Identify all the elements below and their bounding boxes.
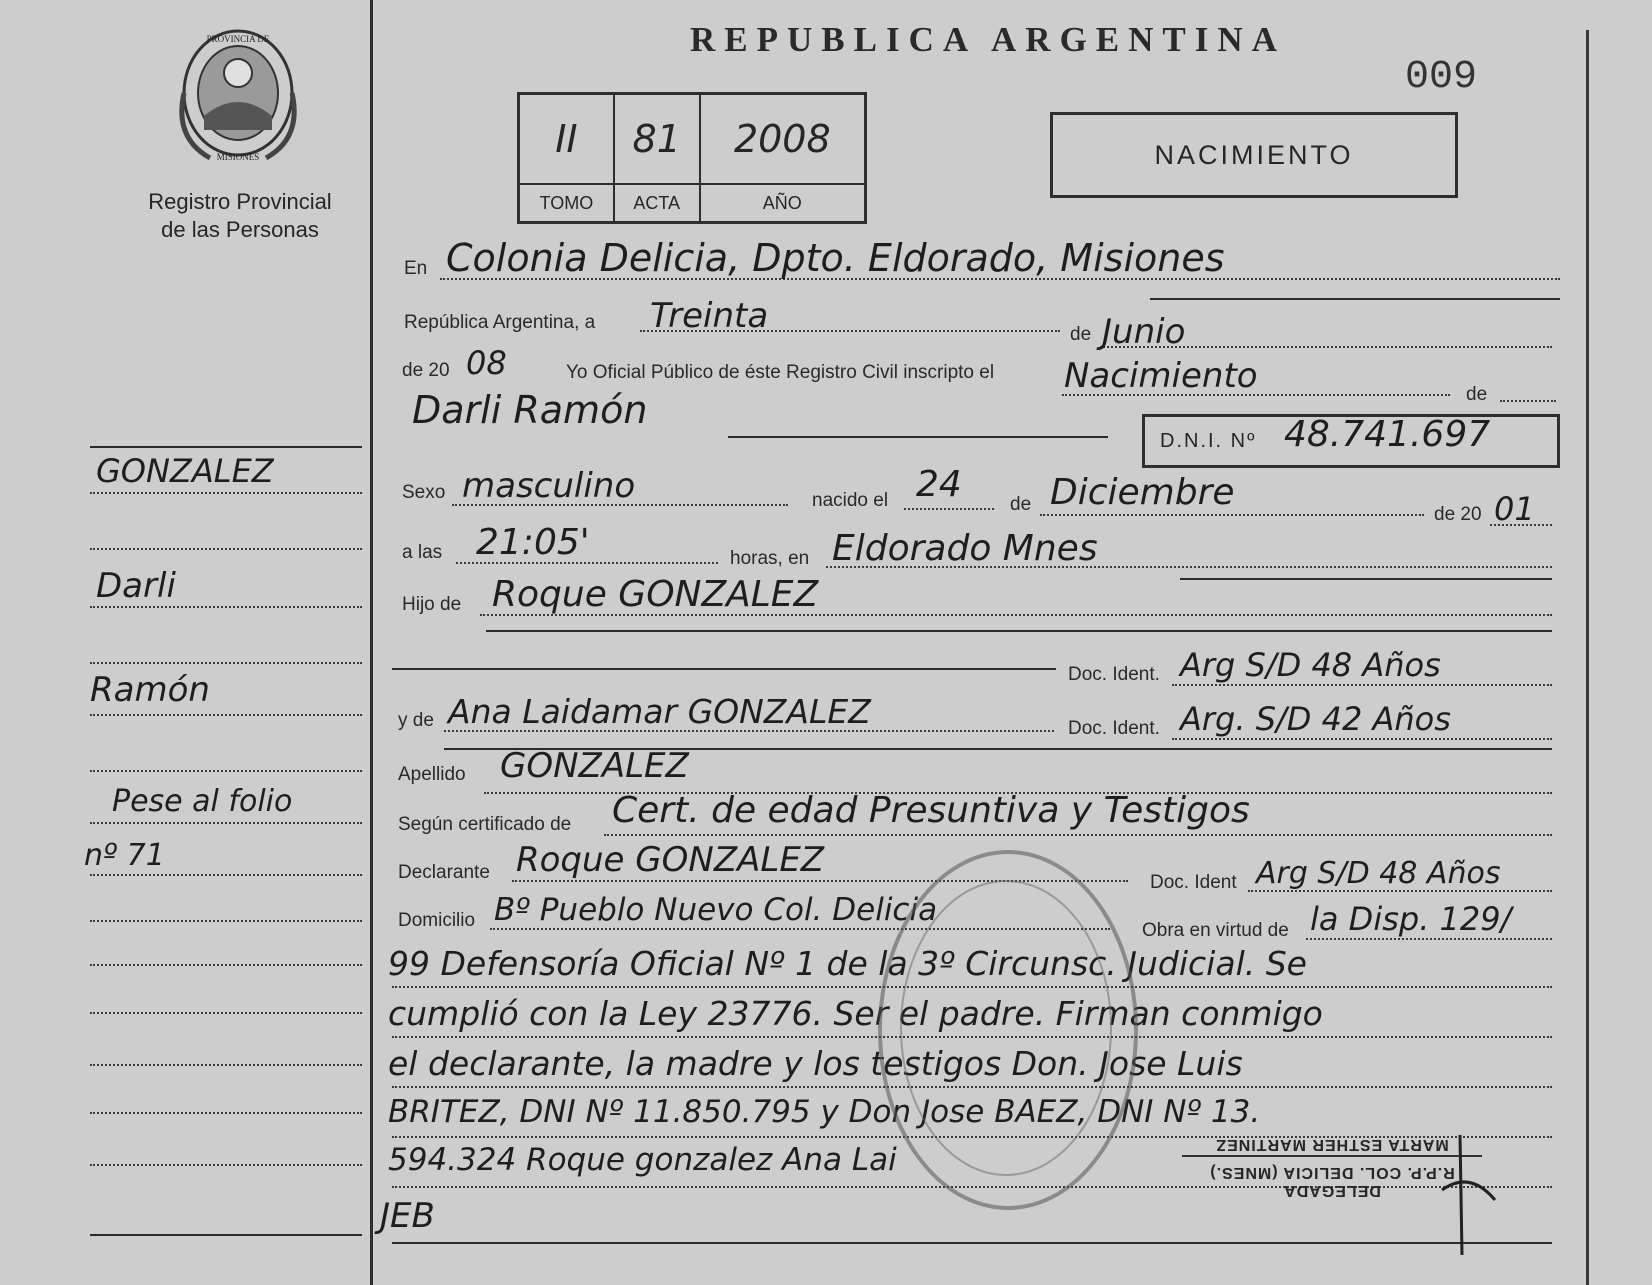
de20-label-2: de 20: [1434, 504, 1482, 525]
doc-ident2-label: Doc. Ident: [1150, 872, 1237, 893]
notes-line-5: 594.324 Roque gonzalez Ana Lai: [388, 1142, 897, 1178]
obra-value: la Disp. 129/: [1310, 900, 1512, 938]
doc-ident-label: Doc. Ident.: [1068, 664, 1160, 685]
signature-icon: [1440, 1130, 1500, 1260]
notes-line-2: cumplió con la Ley 23776. Ser el padre. Firman conmigo: [388, 994, 1323, 1033]
mes-value: Junio: [1102, 312, 1186, 352]
de-label-2: de: [1466, 384, 1488, 405]
field-line: [1172, 684, 1552, 686]
nacido-label: nacido el: [812, 490, 889, 511]
field-line: [1172, 738, 1552, 740]
svg-text:MISIONES: MISIONES: [216, 152, 260, 162]
left-rule: [90, 1234, 362, 1236]
sexo-value: masculino: [462, 466, 636, 506]
field-line: [728, 436, 1108, 438]
certificado-label: Según certificado de: [398, 814, 572, 835]
left-rule: [90, 714, 362, 716]
svg-text:PROVINCIA DE: PROVINCIA DE: [206, 34, 270, 44]
hora-value: 21:05': [476, 522, 590, 563]
sexo-label: Sexo: [402, 482, 446, 503]
registry-name: Registro Provincial de las Personas: [148, 189, 332, 242]
notes-line-4: BRITEZ, DNI Nº 11.850.795 y Don Jose BAEZ, DNI Nº 13.: [388, 1094, 1261, 1130]
delegada-stamp: DELEGADA R.P.P. COL. DELICIA (MNES.) MARTA ESTHER MARTINEZ: [1182, 1135, 1482, 1199]
left-rule: [90, 1064, 362, 1066]
left-rule: [90, 1112, 362, 1114]
left-rule: [90, 606, 362, 608]
left-apellido: GONZALEZ: [96, 452, 274, 490]
left-rule: [90, 1012, 362, 1014]
field-line: [1150, 298, 1560, 300]
left-rule: [90, 662, 362, 664]
doc-ident-label-2: Doc. Ident.: [1068, 718, 1160, 739]
nacido-anio-suffix: 01: [1494, 490, 1535, 528]
acta-label: ACTA: [614, 184, 700, 223]
left-nombre1: Darli: [96, 566, 176, 606]
left-rule: [90, 548, 362, 550]
oficial-label: Yo Oficial Público de éste Registro Civil inscripto el: [566, 362, 995, 383]
acta-value: 81: [614, 94, 700, 185]
dia-value: Treinta: [650, 296, 769, 336]
lugar-nac-value: Eldorado Mnes: [832, 528, 1098, 569]
field-line: [904, 508, 994, 510]
provincial-seal-icon: [170, 18, 306, 168]
record-type-box: NACIMIENTO: [1050, 112, 1458, 198]
field-line: [1180, 578, 1552, 580]
apellido-value: GONZALEZ: [500, 746, 689, 786]
de-label-3: de: [1010, 494, 1032, 515]
domicilio-label: Domicilio: [398, 910, 476, 931]
left-rule: [90, 874, 362, 876]
field-line: [1306, 938, 1552, 940]
horas-en-label: horas, en: [730, 548, 810, 569]
notes-line-1: 99 Defensoría Oficial Nº 1 de la 3º Circunsc. Judicial. Se: [388, 944, 1307, 983]
column-divider: [370, 0, 373, 1285]
nacido-dia: 24: [916, 464, 962, 505]
folio-number: 009: [1405, 55, 1478, 100]
alas-label: a las: [402, 542, 443, 563]
page-title: REPUBLICA ARGENTINA: [690, 20, 1286, 59]
left-rule: [90, 822, 362, 824]
nombre-value: Darli Ramón: [412, 388, 648, 432]
field-line: [392, 668, 1056, 670]
field-line: [486, 630, 1552, 632]
tomo-label: TOMO: [519, 184, 614, 223]
left-rule: [90, 920, 362, 922]
left-rule: [90, 770, 362, 772]
de20-label: de 20: [402, 360, 450, 381]
declarante-value: Roque GONZALEZ: [516, 840, 825, 880]
de-label: de: [1070, 324, 1092, 345]
madre-value: Ana Laidamar GONZALEZ: [448, 692, 871, 731]
inscripto-value: Nacimiento: [1064, 356, 1258, 396]
registry-seal-inner-icon: [900, 880, 1112, 1176]
anio-suffix: 08: [466, 344, 507, 382]
hijo-label: Hijo de: [402, 594, 462, 615]
page-border: [1586, 30, 1589, 1285]
en-label: En: [404, 258, 428, 279]
acta-table: [517, 92, 867, 224]
certificado-value: Cert. de edad Presuntiva y Testigos: [612, 790, 1250, 831]
declarante-label: Declarante: [398, 862, 490, 883]
field-line: [1040, 514, 1424, 516]
field-line: [604, 834, 1552, 836]
left-rule: [90, 446, 362, 448]
tomo-value: II: [519, 94, 614, 185]
left-rule: [90, 492, 362, 494]
padre-doc: Arg S/D 48 Años: [1180, 646, 1441, 684]
left-nota1: Pese al folio: [112, 784, 293, 819]
dni-label: D.N.I. Nº: [1160, 430, 1257, 452]
yde-label: y de: [398, 710, 434, 731]
left-rule: [90, 1164, 362, 1166]
declarante-doc: Arg S/D 48 Años: [1256, 856, 1501, 891]
madre-doc: Arg. S/D 42 Años: [1180, 700, 1451, 738]
left-nota2: nº 71: [84, 838, 165, 873]
field-line: [1500, 400, 1556, 402]
nacido-mes: Diciembre: [1050, 472, 1235, 513]
field-line: [392, 1242, 1552, 1244]
left-nombre2: Ramón: [90, 670, 210, 710]
obra-label: Obra en virtud de: [1142, 920, 1289, 941]
apellido-label: Apellido: [398, 764, 466, 785]
anio-label: AÑO: [700, 184, 866, 223]
republica-label: República Argentina, a: [404, 312, 596, 333]
lugar-value: Colonia Delicia, Dpto. Eldorado, Misiones: [446, 236, 1225, 280]
field-line: [1490, 524, 1552, 526]
dni-value: 48.741.697: [1284, 414, 1491, 455]
left-rule: [90, 964, 362, 966]
domicilio-value: Bº Pueblo Nuevo Col. Delicia: [494, 892, 938, 928]
anio-value: 2008: [700, 94, 866, 185]
padre-value: Roque GONZALEZ: [492, 574, 819, 615]
initials: JEB: [380, 1196, 435, 1236]
notes-line-3: el declarante, la madre y los testigos Don. Jose Luis: [388, 1044, 1243, 1083]
